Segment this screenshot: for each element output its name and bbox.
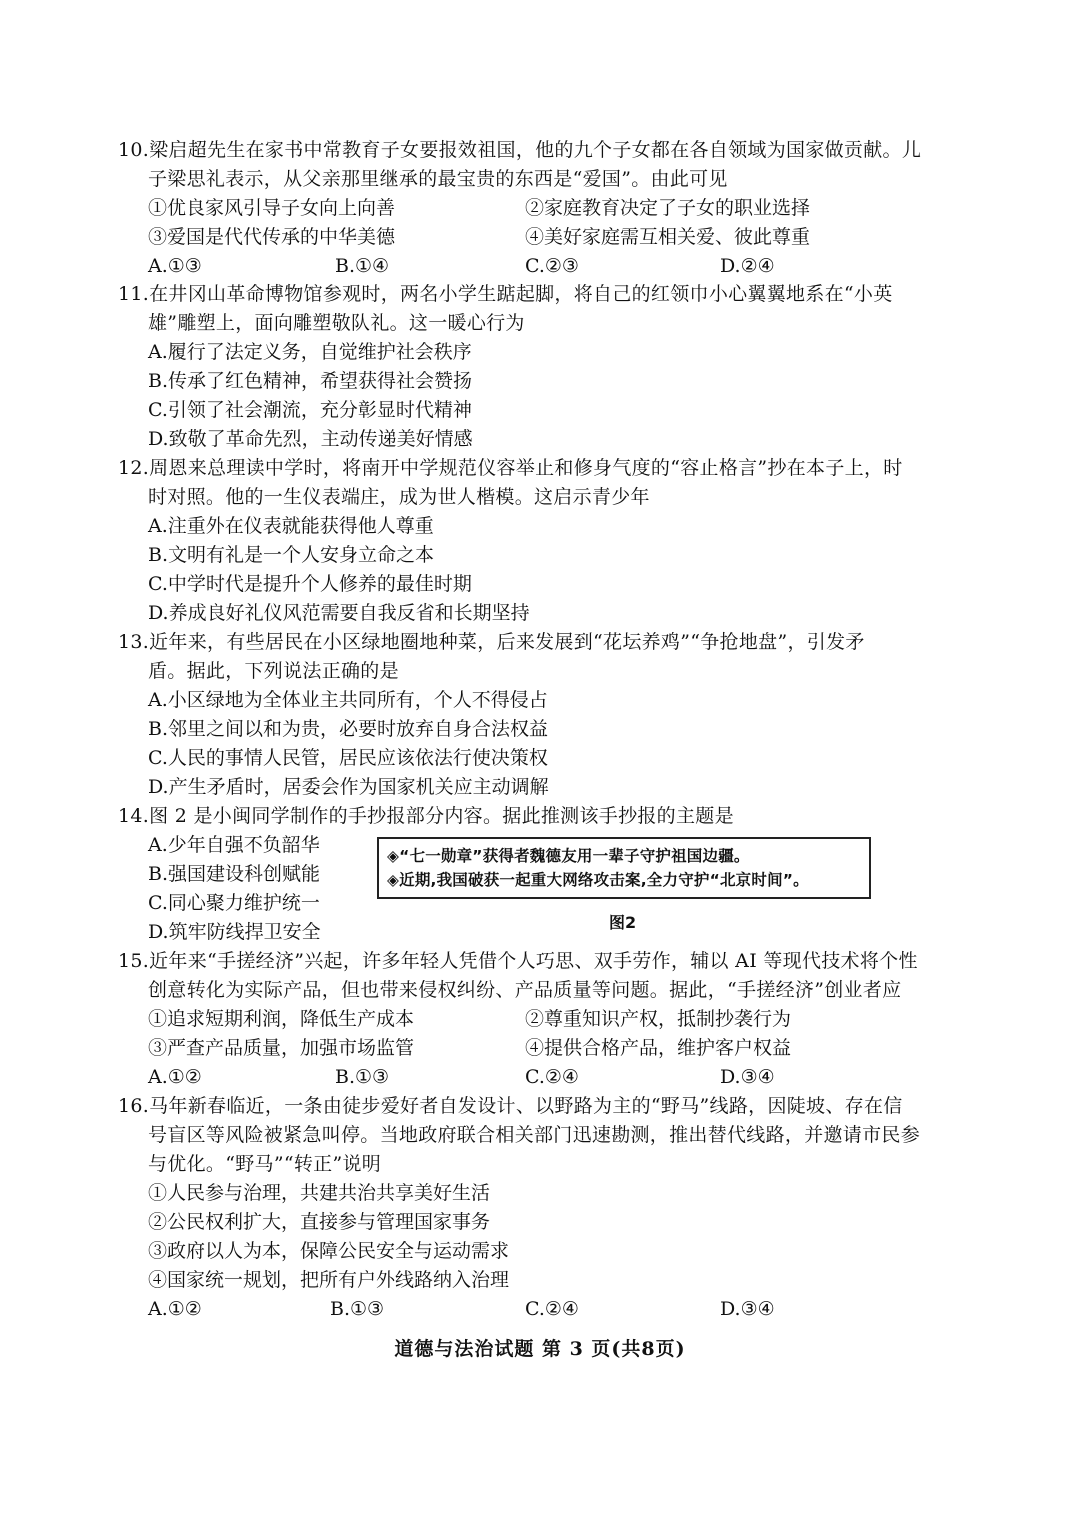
question-stem: 与优化。“野马”“转正”说明 xyxy=(148,1153,382,1175)
answer-option: C.中学时代是提升个人修养的最佳时期 xyxy=(148,573,472,595)
answer-choice: C.②④ xyxy=(525,1066,579,1088)
answer-choice: B.①④ xyxy=(335,255,390,277)
answer-option: D.筑牢防线捍卫安全 xyxy=(148,921,321,943)
statement-item: ②家庭教育决定了子女的职业选择 xyxy=(525,197,811,219)
answer-option: C.人民的事情人民管，居民应该依法行使决策权 xyxy=(148,747,548,769)
answer-choice: C.②④ xyxy=(525,1298,579,1320)
answer-choice: A.①② xyxy=(148,1066,202,1088)
answer-option: A.少年自强不负韶华 xyxy=(148,834,320,856)
statement-item: ④提供合格产品，维护客户权益 xyxy=(525,1037,792,1059)
question-stem: 16.马年新春临近，一条由徒步爱好者自发设计、以野路为主的“野马”线路，因陡坡、存在信 xyxy=(118,1095,903,1117)
figure-caption: 图2 xyxy=(609,913,637,932)
question-stem: 14.图 2 是小闽同学制作的手抄报部分内容。据此推测该手抄报的主题是 xyxy=(118,805,734,827)
answer-choice: D.③④ xyxy=(720,1066,775,1088)
figure-line: ◈“七一勋章”获得者魏德友用一辈子守护祖国边疆。 xyxy=(387,847,750,865)
statement-item: ①追求短期利润，降低生产成本 xyxy=(148,1008,415,1030)
statement-item: ④美好家庭需互相关爱、彼此尊重 xyxy=(525,226,811,248)
figure-2-box xyxy=(377,837,871,899)
answer-choice: D.③④ xyxy=(720,1298,775,1320)
answer-option: C.引领了社会潮流，充分彰显时代精神 xyxy=(148,399,472,421)
statement-item: ③严查产品质量，加强市场监管 xyxy=(148,1037,415,1059)
statement-item: ③政府以人为本，保障公民安全与运动需求 xyxy=(148,1240,510,1262)
answer-choice: D.②④ xyxy=(720,255,775,277)
question-stem: 时对照。他的一生仪表端庄，成为世人楷模。这启示青少年 xyxy=(148,486,650,508)
page-footer: 道德与法治试题 第 3 页(共8页) xyxy=(394,1338,686,1360)
answer-option: B.文明有礼是一个人安身立命之本 xyxy=(148,544,435,566)
answer-choice: A.①③ xyxy=(148,255,202,277)
answer-option: C.同心聚力维护统一 xyxy=(148,892,320,914)
answer-option: B.强国建设科创赋能 xyxy=(148,863,321,885)
figure-line: ◈近期,我国破获一起重大网络攻击案,全力守护“北京时间”。 xyxy=(387,871,809,889)
answer-choice: A.①② xyxy=(148,1298,202,1320)
question-stem: 雄”雕塑上，面向雕塑敬队礼。这一暖心行为 xyxy=(148,312,525,334)
answer-choice: C.②③ xyxy=(525,255,579,277)
question-stem: 创意转化为实际产品，但也带来侵权纠纷、产品质量等问题。据此，“手搓经济”创业者应 xyxy=(148,979,902,1001)
question-stem: 11.在井冈山革命博物馆参观时，两名小学生踮起脚，将自己的红领巾小心翼翼地系在“小英 xyxy=(118,283,893,305)
answer-option: A.小区绿地为全体业主共同所有，个人不得侵占 xyxy=(148,689,548,711)
statement-item: ③爱国是代代传承的中华美德 xyxy=(148,226,396,248)
answer-option: A.履行了法定义务，自觉维护社会秩序 xyxy=(148,341,472,363)
statement-item: ④国家统一规划，把所有户外线路纳入治理 xyxy=(148,1269,510,1291)
question-stem: 盾。据此，下列说法正确的是 xyxy=(148,660,399,682)
statement-item: ①人民参与治理，共建共治共享美好生活 xyxy=(148,1182,491,1204)
statement-item: ②尊重知识产权，抵制抄袭行为 xyxy=(525,1008,792,1030)
question-stem: 子梁思礼表示，从父亲那里继承的最宝贵的东西是“爱国”。由此可见 xyxy=(148,168,728,190)
question-stem: 号盲区等风险被紧急叫停。当地政府联合相关部门迅速勘测，推出替代线路，并邀请市民参 xyxy=(148,1124,921,1146)
answer-option: A.注重外在仪表就能获得他人尊重 xyxy=(148,515,434,537)
answer-choice: B.①③ xyxy=(330,1298,385,1320)
statement-item: ②公民权利扩大，直接参与管理国家事务 xyxy=(148,1211,491,1233)
question-stem: 10.梁启超先生在家书中常教育子女要报效祖国，他的九个子女都在各自领域为国家做贡献。儿 xyxy=(118,139,922,161)
question-stem: 13.近年来，有些居民在小区绿地圈地种菜，后来发展到“花坛养鸡”“争抢地盘”，引发矛 xyxy=(118,631,865,653)
question-stem: 15.近年来“手搓经济”兴起，许多年轻人凭借个人巧思、双手劳作，辅以 AI 等现代技术将个性 xyxy=(118,950,918,972)
answer-option: B.邻里之间以和为贵，必要时放弃自身合法权益 xyxy=(148,718,549,740)
statement-item: ①优良家风引导子女向上向善 xyxy=(148,197,396,219)
answer-option: D.致敬了革命先烈，主动传递美好情感 xyxy=(148,428,473,450)
question-stem: 12.周恩来总理读中学时，将南开中学规范仪容举止和修身气度的“容止格言”抄在本子上，时 xyxy=(118,457,903,479)
answer-option: D.产生矛盾时，居委会作为国家机关应主动调解 xyxy=(148,776,549,798)
answer-option: D.养成良好礼仪风范需要自我反省和长期坚持 xyxy=(148,602,530,624)
answer-choice: B.①③ xyxy=(335,1066,390,1088)
answer-option: B.传承了红色精神，希望获得社会赞扬 xyxy=(148,370,473,392)
